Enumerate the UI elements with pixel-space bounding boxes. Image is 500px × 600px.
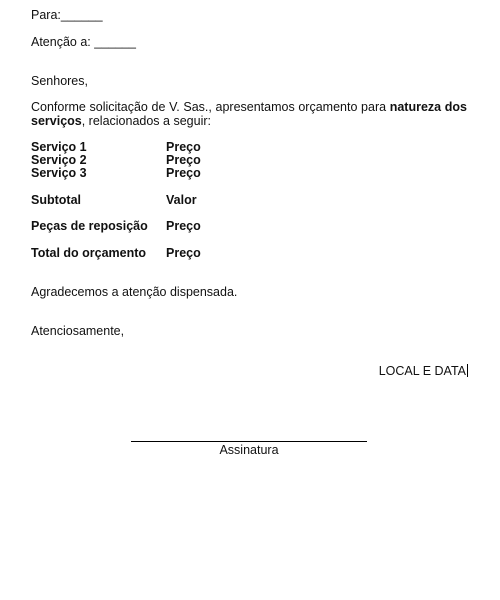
subtotal-value: Valor <box>166 193 197 207</box>
total-price: Preço <box>166 246 201 260</box>
subtotal-label: Subtotal <box>31 193 81 207</box>
total-row <box>31 246 271 260</box>
service-row-3 <box>31 166 271 180</box>
service-name: Serviço 2 <box>31 153 87 167</box>
service-name: Serviço 3 <box>31 166 87 180</box>
services-nature-placeholder[interactable]: natureza dos serviços <box>31 100 467 128</box>
signature-line <box>131 441 367 442</box>
service-price: Preço <box>166 140 201 154</box>
salutation: Senhores, <box>31 74 88 88</box>
service-price: Preço <box>166 166 201 180</box>
signature-label: Assinatura <box>219 443 279 457</box>
attention-line[interactable]: Atenção a: ______ <box>31 35 136 49</box>
service-row-1 <box>31 140 271 154</box>
text-cursor <box>467 364 468 377</box>
thanks-text: Agradecemos a atenção dispensada. <box>31 285 238 299</box>
subtotal-row <box>31 193 271 207</box>
local-date-field[interactable] <box>379 364 468 379</box>
closing-text: Atenciosamente, <box>31 324 125 338</box>
service-price: Preço <box>166 153 201 167</box>
parts-row <box>31 219 271 233</box>
intro-text-end: , relacionados a seguir: <box>81 114 211 128</box>
recipient-line[interactable]: Para:______ <box>31 8 103 22</box>
service-name: Serviço 1 <box>31 140 87 154</box>
intro-text-start: Conforme solicitação de V. Sas., apresentamos orçamento para <box>31 100 390 114</box>
service-row-2 <box>31 153 271 167</box>
intro-paragraph <box>31 100 467 128</box>
parts-label: Peças de reposição <box>31 219 148 233</box>
local-date-text: LOCAL E DATA <box>378 364 466 378</box>
total-label: Total do orçamento <box>31 246 147 260</box>
parts-price: Preço <box>166 219 201 233</box>
